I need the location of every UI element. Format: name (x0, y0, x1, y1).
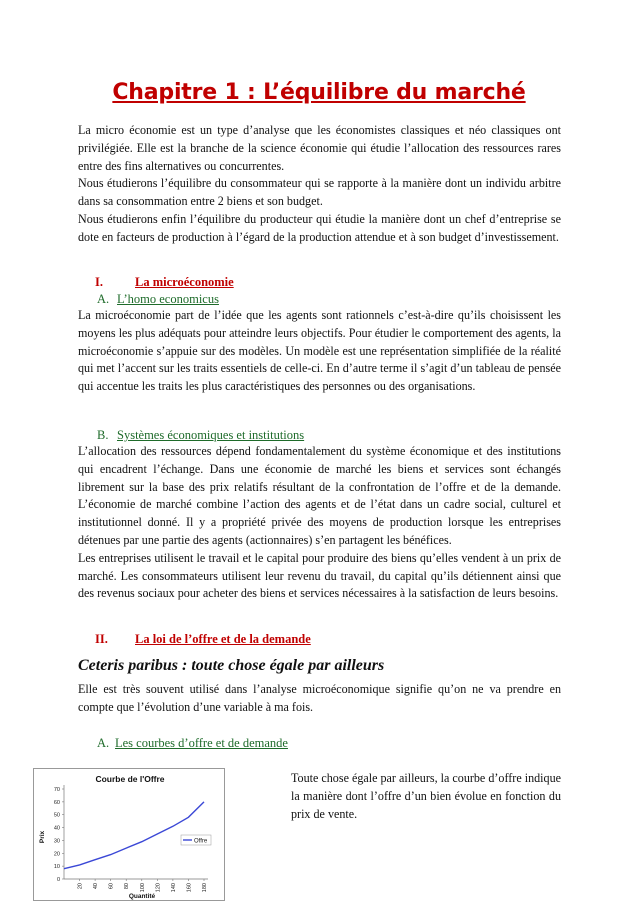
chart-x-tick-label: 100 (139, 883, 146, 893)
chart-x-tick-label: 20 (77, 883, 84, 890)
supply-chart-svg (34, 769, 224, 900)
subsection-heading-1a (97, 292, 219, 307)
chart-x-tick-label: 40 (93, 883, 100, 890)
paragraph: La microéconomie part de l’idée que les agents sont rationnels c’est-à-dire qu’ils choisissent les moyens les plus adéquats pour atteindre leurs objectifs. Pour étudier le comportement des agents, la microéconomie s’appuie sur des modèles. Un modèle est une représentation simplifiée de la réalité qui met l’accent sur les traits essentiels de celle-ci. En d’autre terme il s’agit d’un tableau de pensée qui accentue les traits les plus caractéristiques des personnes ou des organisations. (78, 308, 561, 394)
chart-legend (181, 835, 211, 845)
intro-paragraph: Nous étudierons l’équilibre du consommateur qui se rapporte à la manière dont un individu arbitre dans sa consommation entre 2 biens et son budget. (78, 176, 561, 209)
chart-y-label: Prix (39, 830, 46, 844)
systemes-text (78, 443, 561, 603)
ceteris-text (78, 681, 561, 717)
section-heading-2 (95, 632, 311, 647)
intro-paragraph: La micro économie est un type d’analyse que les économistes classiques et néo classiques ont privilégiée. Elle est la branche de la science économie qui étudie l’allocation des ressources rares entre des fins alternatives ou concurrentes. (78, 123, 561, 173)
chart-y-tick-label: 0 (56, 877, 60, 883)
ceteris-heading: Ceteris paribus : toute chose égale par ailleurs (78, 657, 385, 674)
subsection-letter: A. (97, 736, 110, 750)
subsection-label: Les courbes d’offre et de demande (115, 736, 288, 750)
subsection-heading-1b (97, 428, 304, 443)
section-label: La loi de l’offre et de la demande (135, 632, 311, 646)
subsection-label: L’homo economicus (117, 292, 219, 306)
chart-y-tick-label: 40 (53, 825, 60, 832)
chart-x-tick-label: 60 (108, 883, 115, 890)
subsection-label: Systèmes économiques et institutions (117, 428, 305, 442)
subsection-heading-2a (97, 736, 288, 751)
chart-legend-label: Offre (194, 838, 208, 845)
chart-x-tick-label: 120 (155, 883, 162, 893)
section-number: I. (95, 275, 103, 289)
supply-curve-text: Toute chose égale par ailleurs, la courbe d’offre indique la manière dont l’offre d’un bien évolue en fonction du prix de vente. (291, 771, 561, 821)
section-label: La microéconomie (135, 275, 234, 289)
chart-y-tick-label: 60 (53, 799, 60, 806)
intro-text (78, 122, 561, 247)
page-title: Chapitre 1 : L’équilibre du marché (112, 80, 526, 105)
chart-x-tick-label: 140 (170, 883, 177, 893)
section-heading-1 (95, 275, 234, 290)
paragraph: Les entreprises utilisent le travail et le capital pour produire des biens qu’elles vendent à un prix de marché. Les consommateurs utilisent leur revenu du travail, du capital qu’ils détiennent ainsi que des revenus sociaux pour acheter des biens et services nécessaires à la satisfaction de leurs besoins. (78, 550, 561, 601)
supply-chart (33, 768, 225, 901)
chart-title: Courbe de l'Offre (95, 774, 165, 784)
chart-y-tick-label: 30 (53, 838, 60, 845)
chart-x-tick-label: 180 (202, 883, 208, 893)
subsection-letter: A. (97, 292, 110, 306)
chart-y-tick-label: 10 (53, 864, 60, 871)
paragraph: Elle est très souvent utilisé dans l’analyse microéconomique signifie qu’on ne va prendre en compte que l’évolution d’une variable à ma fois. (78, 682, 561, 714)
chart-x-tick-label: 80 (124, 883, 131, 890)
subsection-letter: B. (97, 428, 109, 442)
chart-x-tick-label: 160 (186, 883, 193, 893)
chart-y-tick-label: 20 (53, 851, 60, 858)
homo-economicus-text (78, 307, 561, 396)
paragraph: L’allocation des ressources dépend fondamentalement du système économique et des institutions qui encadrent l’échange. Dans une économie de marché les biens et services sont échangés librement sur la base des prix relatifs résultant de la confrontation de l’offre et de la demande. L’économie de marché combine l’action des agents et de l’état dans un cadre social, culturel et institutionnel donné. Il y a propriété privée des moyens de production lorsque les entreprises détenues par une partie des agents (actionnaires) s’en partagent les bénéfices. (78, 444, 561, 547)
section-number: II. (95, 632, 108, 646)
intro-paragraph: Nous étudierons enfin l’équilibre du producteur qui étudie la manière dont un chef d’entreprise se dote en facteurs de production à l’égard de la production attendue et à son budget d’investissement. (78, 211, 561, 244)
chart-y-tick-label: 50 (53, 812, 60, 819)
chart-y-tick-label: 70 (53, 787, 60, 793)
chart-x-label: Quantité (128, 893, 156, 900)
